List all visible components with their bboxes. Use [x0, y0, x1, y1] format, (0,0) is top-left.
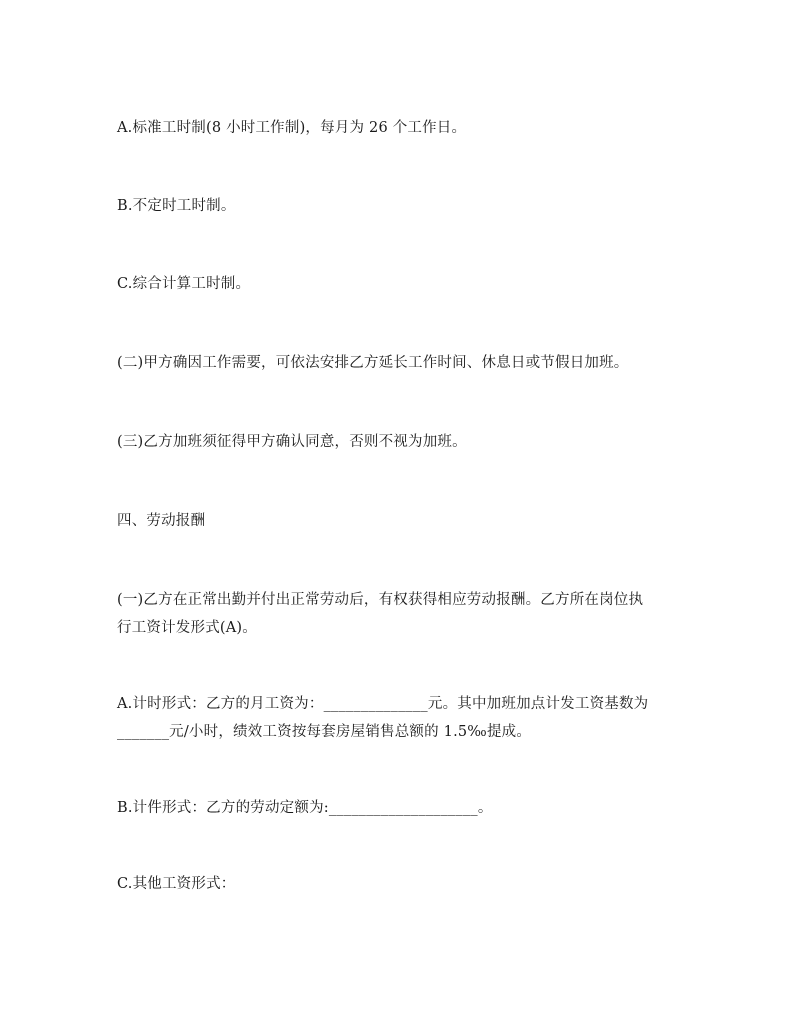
text-line: C.其他工资形式：	[117, 876, 236, 892]
text-line: (三)乙方加班须征得甲方确认同意，否则不视为加班。	[117, 434, 467, 450]
option-c-comprehensive-hours	[117, 270, 683, 298]
clause-3-overtime-approval	[117, 428, 683, 456]
text-line: C.综合计算工时制。	[117, 276, 251, 292]
text-line: _______元/小时，绩效工资按每套房屋销售总额的 1.5‰提成。	[117, 724, 532, 740]
text-line: (二)甲方确因工作需要，可依法安排乙方延长工作时间、休息日或节假日加班。	[117, 355, 629, 371]
option-c-other-wage	[117, 870, 683, 898]
text-line: A.计时形式：乙方的月工资为：______________元。其中加班加点计发工资基数为	[117, 696, 649, 712]
text-line: B.不定时工时制。	[117, 198, 236, 214]
text-line: B.计件形式：乙方的劳动定额为:____________________。	[117, 800, 493, 816]
option-b-flexible-hours	[117, 192, 683, 220]
text-line: 行工资计发形式(A)。	[117, 620, 257, 636]
text-line: 四、劳动报酬	[117, 513, 206, 529]
option-a-time-based	[117, 690, 683, 746]
option-a-standard-hours	[117, 114, 683, 142]
clause-2-overtime	[117, 349, 683, 377]
clause-1-remuneration	[117, 586, 683, 642]
option-b-piece-rate	[117, 794, 683, 822]
text-line: (一)乙方在正常出勤并付出正常劳动后，有权获得相应劳动报酬。乙方所在岗位执	[117, 592, 644, 608]
text-line: A.标准工时制(8 小时工作制)，每月为 26 个工作日。	[117, 120, 467, 136]
section-4-heading	[117, 507, 683, 535]
